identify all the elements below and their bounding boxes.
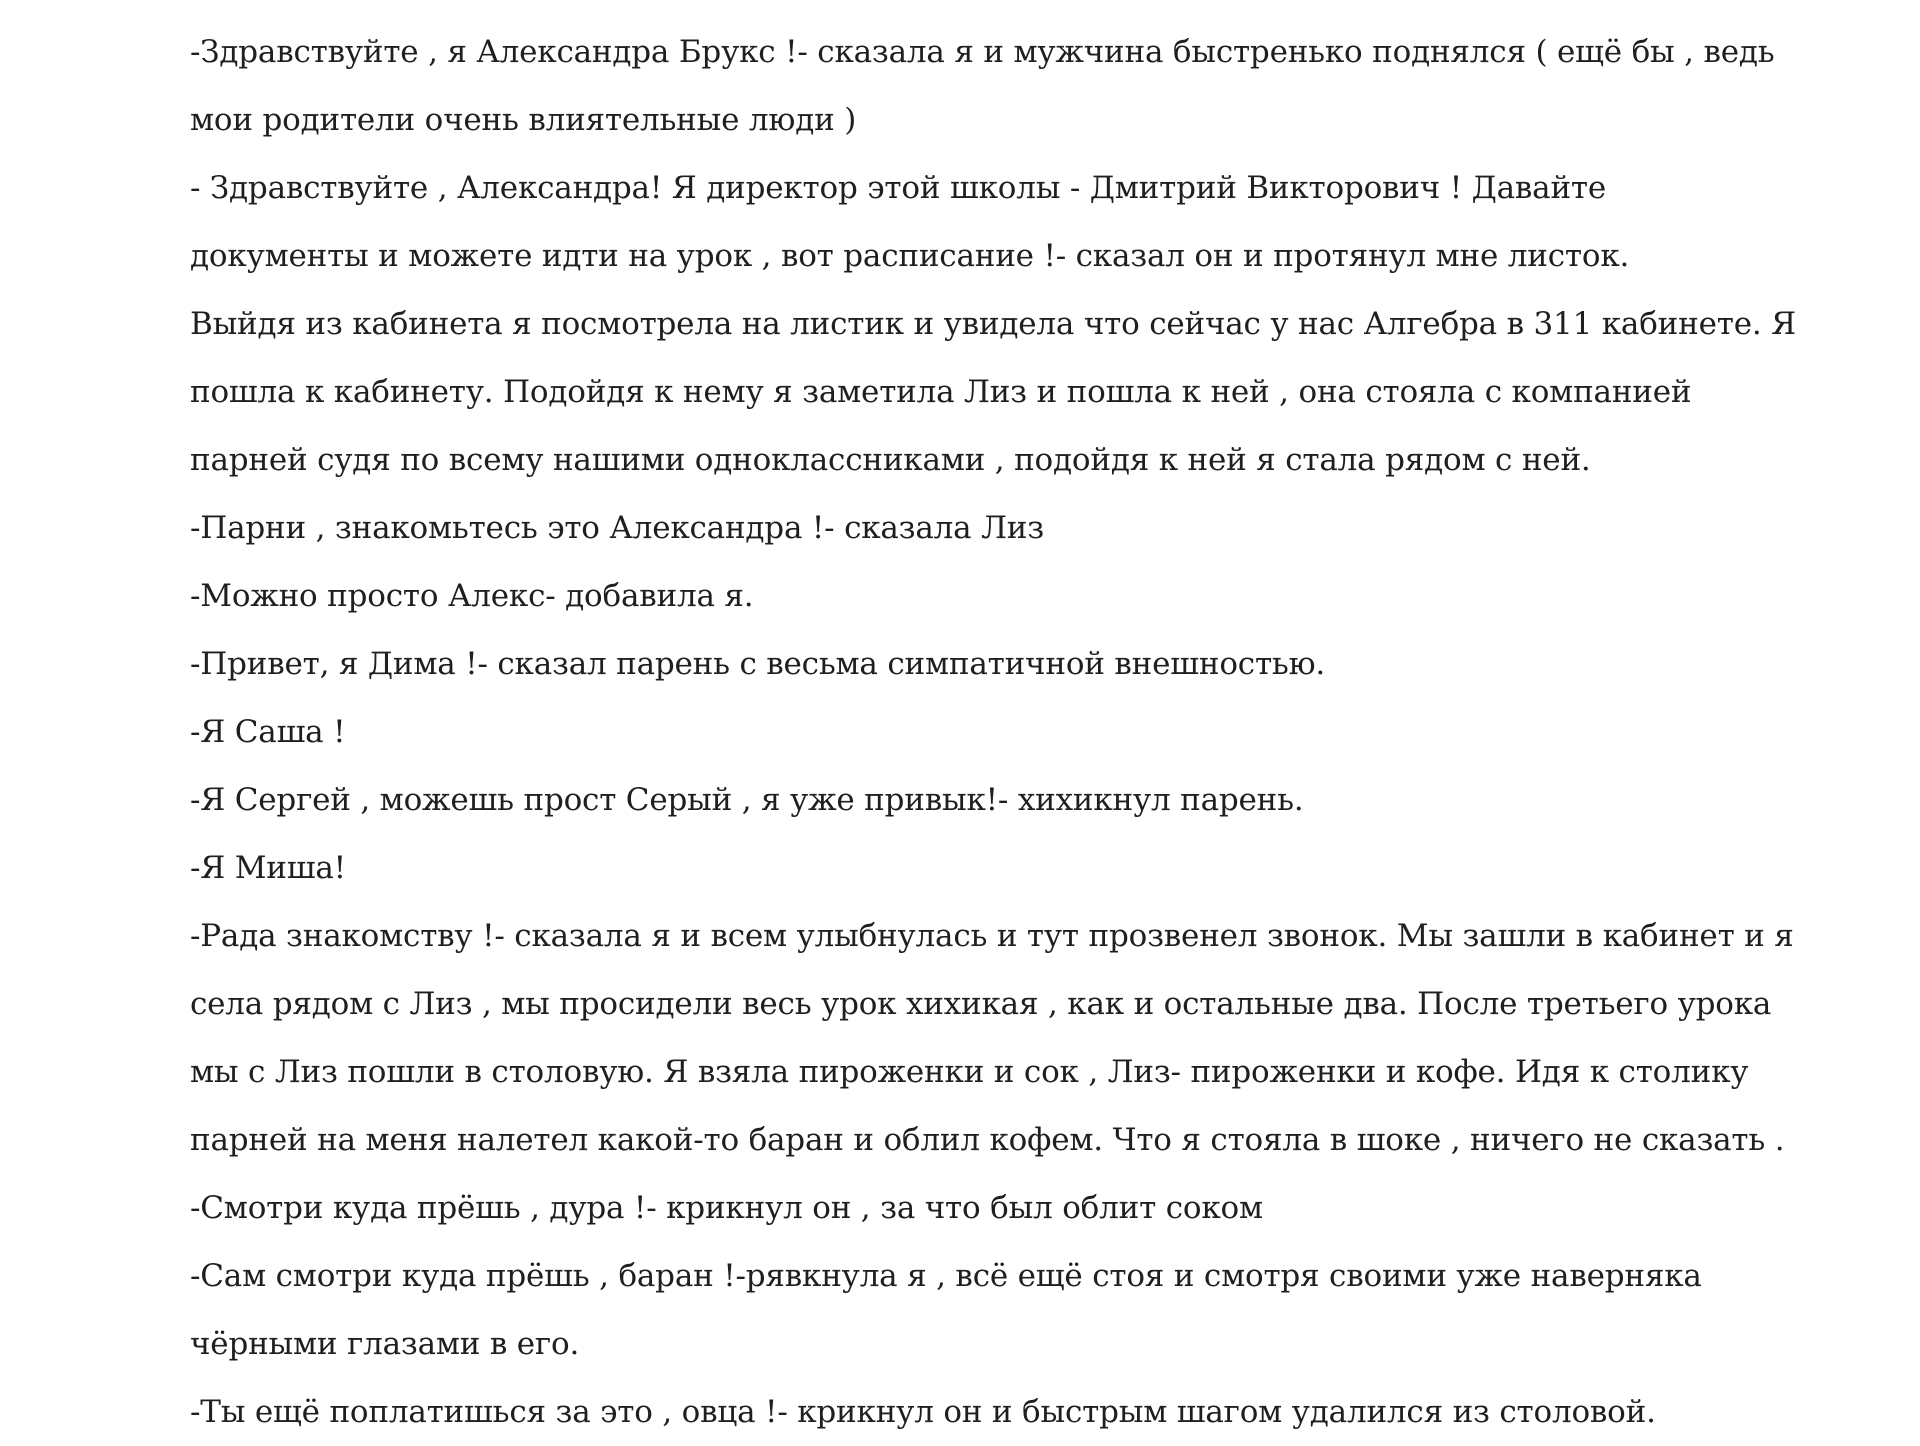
text-line: -Ты ещё поплатишься за это , овца !- крикнул он и быстрым шагом удалился из столовой.	[190, 1394, 1656, 1430]
text-line: -Сам смотри куда прёшь , баран !-рявкнула я , всё ещё стоя и смотря своими уже наверняка	[190, 1258, 1702, 1294]
text-line: -Я Миша!	[190, 850, 346, 886]
text-line: -Рада знакомству !- сказала я и всем улыбнулась и тут прозвенел звонок. Мы зашли в кабинет и я	[190, 918, 1794, 954]
text-line: -Смотри куда прёшь , дура !- крикнул он , за что был облит соком	[190, 1190, 1263, 1226]
text-line: -Привет, я Дима !- сказал парень с весьма симпатичной внешностью.	[190, 646, 1326, 682]
text-line: Выйдя из кабинета я посмотрела на листик и увидела что сейчас у нас Алгебра в 311 кабинете. Я	[190, 306, 1796, 342]
text-line: пошла к кабинету. Подойдя к нему я заметила Лиз и пошла к ней , она стояла с компанией	[190, 374, 1692, 410]
text-line: -Парни , знакомьтесь это Александра !- сказала Лиз	[190, 510, 1044, 546]
text-line: документы и можете идти на урок , вот расписание !- сказал он и протянул мне листок.	[190, 238, 1630, 274]
text-line: - Здравствуйте , Александра! Я директор этой школы - Дмитрий Викторович ! Давайте	[190, 170, 1607, 206]
text-line: -Я Саша !	[190, 714, 346, 750]
text-line: парней на меня налетел какой-то баран и облил кофем. Что я стояла в шоке , ничего не сказать .	[190, 1122, 1785, 1158]
document-body	[190, 18, 1796, 1446]
text-line: села рядом с Лиз , мы просидели весь урок хихикая , как и остальные два. После третьего урока	[190, 986, 1772, 1022]
text-line: мы с Лиз пошли в столовую. Я взяла пироженки и сок , Лиз- пироженки и кофе. Идя к столику	[190, 1054, 1749, 1090]
text-line: -Здравствуйте , я Александра Брукс !- сказала я и мужчина быстренько поднялся ( ещё бы , ведь	[190, 34, 1775, 70]
text-line: -Можно просто Алекс- добавила я.	[190, 578, 754, 614]
text-line: -Я Сергей , можешь прост Серый , я уже привык!- хихикнул парень.	[190, 782, 1304, 818]
text-line: мои родители очень влиятельные люди )	[190, 102, 857, 138]
text-line: парней судя по всему нашими одноклассниками , подойдя к ней я стала рядом с ней.	[190, 442, 1591, 478]
text-line: чёрными глазами в его.	[190, 1326, 580, 1362]
